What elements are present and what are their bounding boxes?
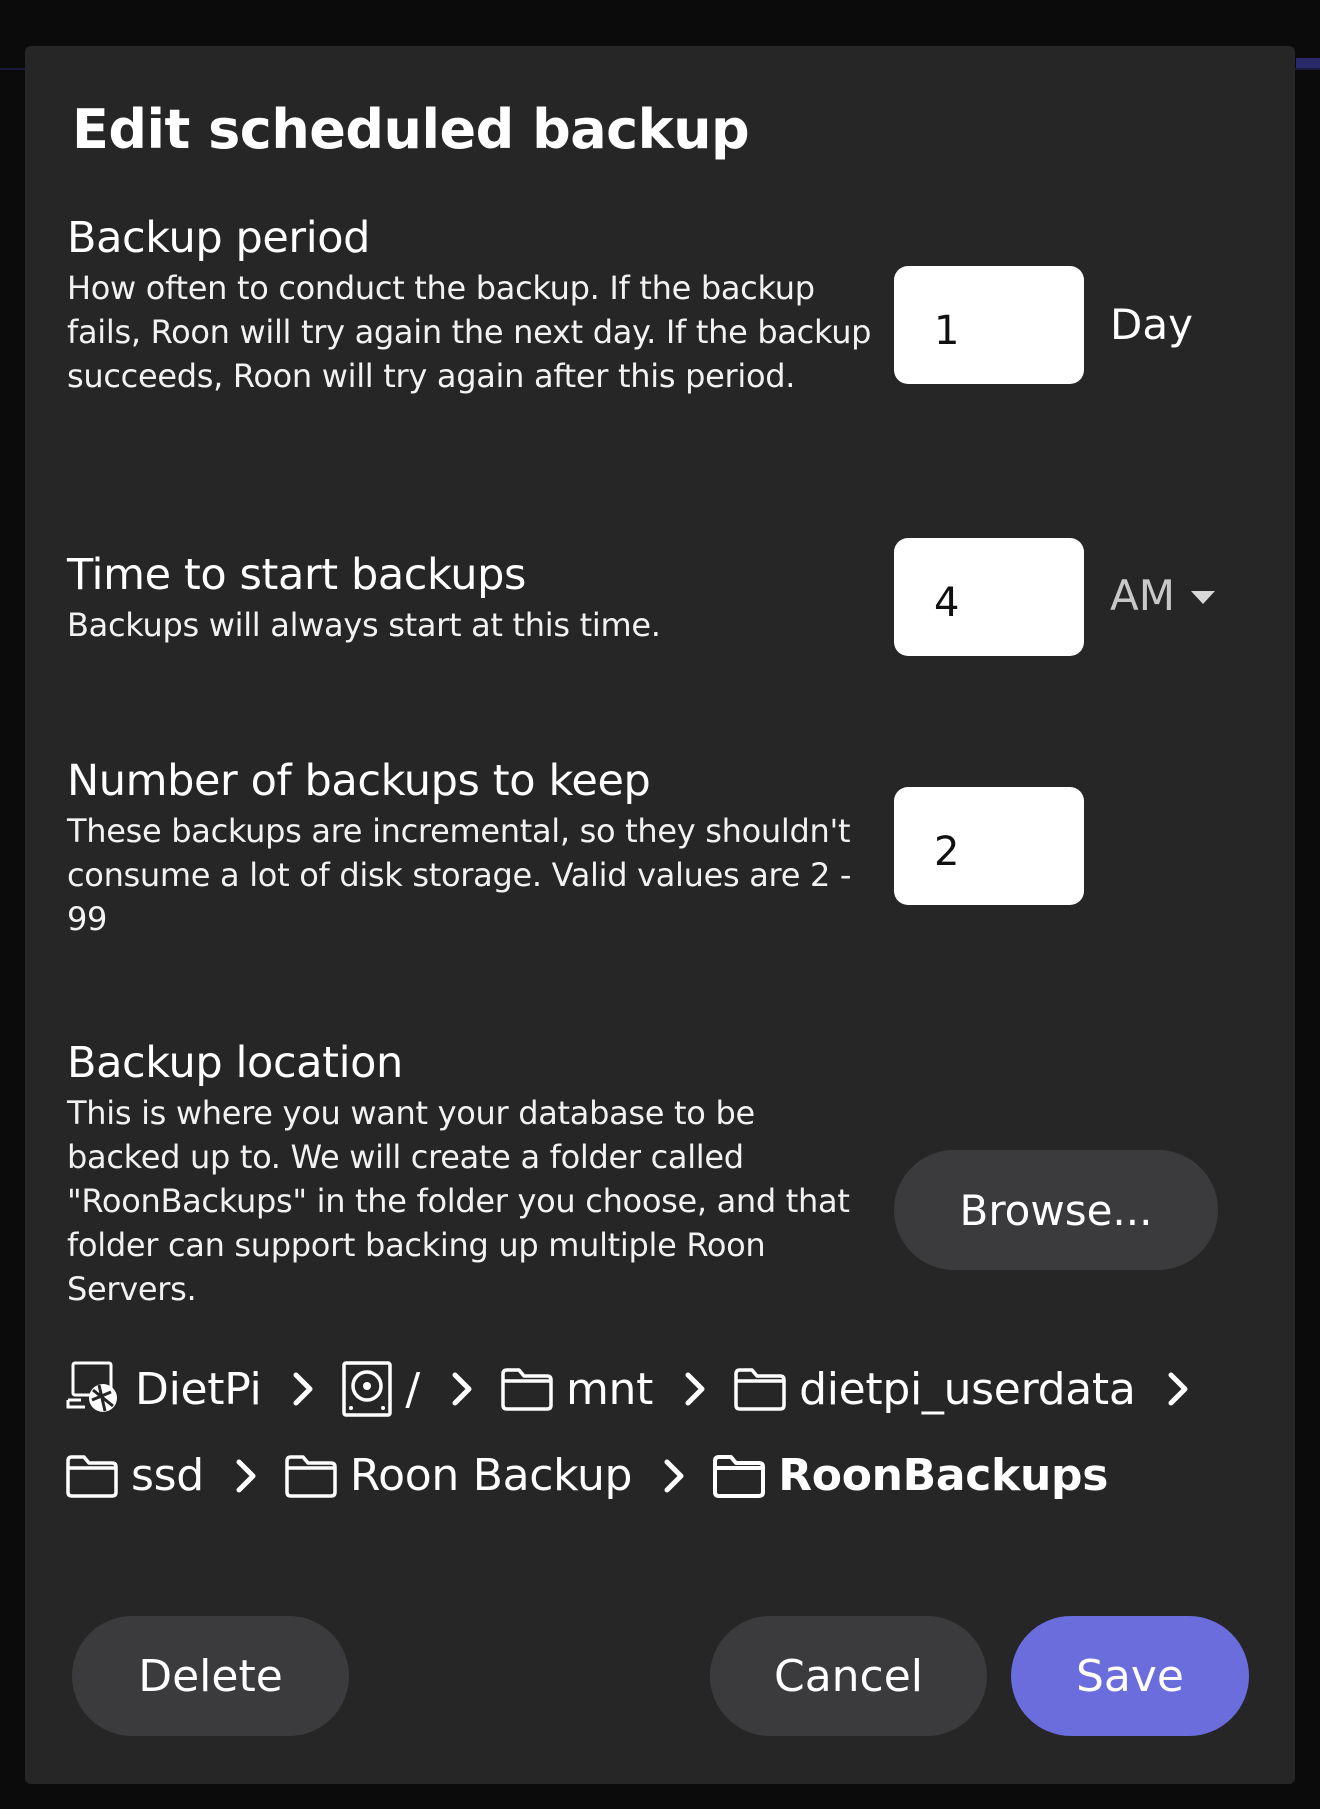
folder-icon <box>284 1453 338 1499</box>
crumb-ssd[interactable] <box>65 1450 204 1501</box>
folder-icon <box>65 1453 119 1499</box>
delete-button[interactable]: Delete <box>72 1616 349 1736</box>
crumb-label: / <box>405 1363 420 1415</box>
ampm-dropdown[interactable] <box>1110 565 1215 625</box>
folder-icon <box>733 1366 787 1412</box>
chevron-down-icon <box>1191 591 1215 604</box>
start-time-description: Backups will always start at this time. <box>67 606 661 644</box>
breadcrumb <box>65 1360 1245 1418</box>
folder-icon <box>500 1366 554 1412</box>
server-icon <box>65 1360 123 1418</box>
save-button[interactable]: Save <box>1011 1616 1249 1736</box>
cancel-button[interactable]: Cancel <box>710 1616 987 1736</box>
crumb-roon-backup[interactable] <box>284 1450 632 1501</box>
location-description: This is where you want your database to be backed up to. We will create a folder called "RoonBackups" in the folder you choose, and that folder can support backing up multiple Roon Servers. <box>67 1094 850 1308</box>
start-time-title: Time to start backups <box>67 550 526 600</box>
keep-count-description: These backups are incremental, so they shouldn't consume a lot of disk storage. Valid values are 2 - 99 <box>67 812 852 938</box>
folder-icon <box>712 1453 766 1499</box>
crumb-label: RoonBackups <box>778 1450 1109 1501</box>
keep-count-input[interactable] <box>894 787 1084 905</box>
chevron-right-icon <box>234 1457 258 1495</box>
crumb-label: ssd <box>131 1450 204 1501</box>
crumb-mnt[interactable] <box>500 1364 653 1415</box>
crumb-label: mnt <box>565 1363 654 1415</box>
crumb-dietpi[interactable] <box>65 1360 261 1418</box>
chevron-right-icon <box>683 1370 707 1408</box>
keep-count-title: Number of backups to keep <box>67 756 651 806</box>
crumb-roonbackups[interactable] <box>712 1450 1108 1501</box>
backup-period-unit: Day <box>1110 300 1193 349</box>
backup-period-title: Backup period <box>67 213 371 263</box>
browse-button[interactable]: Browse... <box>894 1150 1218 1270</box>
background-accent <box>1296 58 1320 68</box>
edit-backup-dialog <box>25 46 1295 1784</box>
crumb-label: dietpi_userdata <box>799 1363 1136 1415</box>
dialog-title: Edit scheduled backup <box>72 98 750 161</box>
crumb-root[interactable] <box>341 1360 420 1418</box>
chevron-right-icon <box>291 1370 315 1408</box>
crumb-label: Roon Backup <box>349 1450 633 1501</box>
ampm-value: AM <box>1110 570 1175 620</box>
backup-period-description: How often to conduct the backup. If the backup fails, Roon will try again the next day. If the backup succeeds, Roon will try again after this period. <box>67 269 872 395</box>
location-title: Backup location <box>67 1038 403 1088</box>
crumb-dietpi-userdata[interactable] <box>733 1364 1135 1415</box>
chevron-right-icon <box>450 1370 474 1408</box>
chevron-right-icon <box>1166 1370 1190 1408</box>
backup-period-input[interactable] <box>894 266 1084 384</box>
breadcrumb-continued <box>65 1450 1245 1501</box>
crumb-label: DietPi <box>135 1363 262 1415</box>
drive-icon <box>341 1360 393 1418</box>
chevron-right-icon <box>662 1457 686 1495</box>
start-hour-input[interactable] <box>894 538 1084 656</box>
